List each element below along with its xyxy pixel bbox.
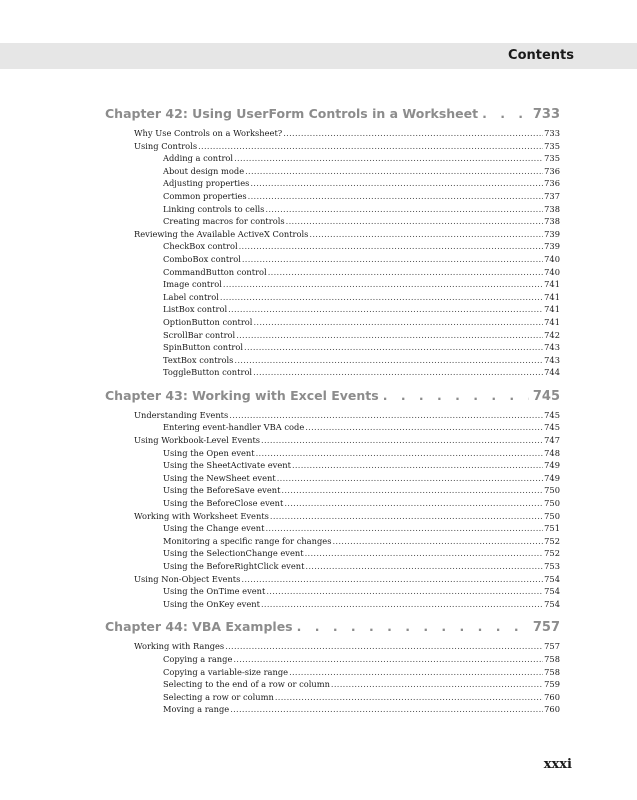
toc-section-entry[interactable]: [105, 128, 560, 141]
entry-page-number: 735: [544, 140, 560, 151]
entry-page-number: 752: [544, 535, 560, 546]
dot-leader: [383, 388, 529, 403]
dot-leader: [256, 448, 544, 458]
toc-subsection-entry[interactable]: [105, 317, 560, 330]
entry-title: Using the BeforeRightClick event: [163, 561, 305, 571]
entry-title: Using the OnTime event: [163, 586, 266, 597]
toc-subsection-entry[interactable]: [105, 473, 560, 486]
toc-subsection-entry[interactable]: [105, 498, 560, 511]
dot-leader: [265, 204, 543, 214]
entry-title: ScrollBar control: [163, 329, 236, 340]
dot-leader: [297, 619, 529, 634]
dot-leader: [241, 574, 543, 584]
toc-subsection-entry[interactable]: [105, 536, 560, 549]
entry-title: Copying a variable-size range: [163, 666, 289, 677]
entry-title: Understanding Events: [134, 409, 229, 420]
entry-page-number: 740: [544, 266, 560, 277]
chapter-heading[interactable]: [105, 106, 560, 128]
toc-section-entry[interactable]: [105, 574, 560, 587]
entry-page-number: 750: [544, 510, 560, 521]
entry-page-number: 733: [544, 128, 560, 138]
dot-leader: [270, 511, 543, 521]
entry-title: ToggleButton control: [163, 367, 253, 378]
toc-subsection-entry[interactable]: [105, 204, 560, 217]
entry-page-number: 741: [544, 304, 560, 315]
toc-section-entry[interactable]: [105, 641, 560, 654]
entry-page-number: 742: [544, 329, 560, 340]
entry-title: OptionButton control: [163, 316, 253, 327]
dot-leader: [305, 561, 543, 571]
toc-subsection-entry[interactable]: [105, 599, 560, 612]
entry-page-number: 741: [544, 279, 560, 290]
dot-leader: [268, 267, 543, 277]
entry-title: Label control: [163, 291, 219, 302]
dot-leader: [223, 279, 543, 289]
dot-leader: [292, 460, 543, 470]
toc-subsection-entry[interactable]: [105, 692, 560, 705]
entry-title: Entering event-handler VBA code: [163, 422, 305, 433]
toc-subsection-entry[interactable]: [105, 548, 560, 561]
entry-title: SpinButton control: [163, 342, 244, 353]
entry-title: Adding a control: [163, 153, 234, 164]
entry-title: Using the Open event: [163, 447, 255, 458]
entry-page-number: 749: [544, 472, 560, 483]
entry-page-number: 745: [544, 409, 560, 420]
entry-page-number: 738: [544, 216, 560, 227]
chapter-title: Chapter 42: Using UserForm Controls in a Worksheet: [105, 106, 479, 121]
dot-leader: [305, 548, 544, 558]
dot-leader: [284, 498, 543, 508]
dot-leader: [198, 141, 543, 151]
entry-page-number: 740: [544, 253, 560, 264]
entry-title: ComboBox control: [163, 253, 241, 264]
entry-page-number: 744: [544, 367, 560, 378]
running-header-title: Contents: [508, 48, 574, 63]
dot-leader: [265, 523, 543, 533]
entry-title: Why Use Controls on a Worksheet?: [134, 128, 283, 138]
chapter-title: Chapter 43: Working with Excel Events: [105, 387, 379, 403]
dot-leader: [289, 667, 543, 677]
entry-title: Using the SelectionChange event: [163, 548, 304, 559]
dot-leader: [229, 410, 543, 420]
entry-page-number: 736: [544, 165, 560, 176]
toc-section-entry[interactable]: [105, 229, 560, 242]
toc-subsection-entry[interactable]: [105, 355, 560, 368]
toc-subsection-entry[interactable]: [105, 586, 560, 599]
entry-title: ListBox control: [163, 304, 228, 315]
entry-title: Using the Change event: [163, 523, 265, 534]
dot-leader: [305, 422, 543, 432]
toc-section-entry[interactable]: [105, 435, 560, 448]
dot-leader: [239, 241, 544, 251]
entry-page-number: 736: [544, 178, 560, 189]
entry-title: Moving a range: [163, 704, 230, 715]
dot-leader: [230, 704, 543, 714]
toc-subsection-entry[interactable]: [105, 523, 560, 536]
toc-section-entry[interactable]: [105, 141, 560, 154]
entry-page-number: 757: [544, 641, 560, 652]
entry-page-number: 754: [544, 598, 560, 609]
entry-page-number: 750: [544, 485, 560, 496]
page-number: xxxi: [543, 757, 572, 772]
entry-page-number: 754: [544, 573, 560, 584]
entry-page-number: 739: [544, 241, 560, 252]
toc-subsection-entry[interactable]: [105, 679, 560, 692]
dot-leader: [275, 692, 543, 702]
entry-title: Image control: [163, 279, 222, 290]
entry-page-number: 741: [544, 291, 560, 302]
toc-subsection-entry[interactable]: [105, 304, 560, 317]
entry-page-number: 753: [544, 561, 560, 571]
toc-subsection-entry[interactable]: [105, 292, 560, 305]
entry-page-number: 741: [544, 316, 560, 327]
entry-title: Adjusting properties: [163, 178, 250, 189]
entry-page-number: 751: [544, 523, 560, 534]
toc-subsection-entry[interactable]: [105, 241, 560, 254]
toc-subsection-entry[interactable]: [105, 254, 560, 267]
entry-title: CheckBox control: [163, 241, 238, 252]
dot-leader: [482, 106, 529, 121]
entry-page-number: 737: [544, 190, 560, 201]
entry-page-number: 749: [544, 460, 560, 471]
toc-subsection-entry[interactable]: [105, 279, 560, 292]
dot-leader: [228, 304, 543, 314]
entry-title: Working with Worksheet Events: [134, 510, 269, 521]
entry-title: Using Non-Object Events: [134, 573, 241, 584]
entry-title: Using Workbook-Level Events: [134, 435, 261, 446]
dot-leader: [281, 485, 543, 495]
chapter-page-number: 745: [532, 388, 560, 404]
entry-title: About design mode: [163, 165, 245, 176]
toc-subsection-entry[interactable]: [105, 178, 560, 191]
toc-subsection-entry[interactable]: [105, 267, 560, 280]
entry-title: Using the NewSheet event: [163, 472, 276, 483]
toc-section-entry[interactable]: [105, 410, 560, 423]
entry-page-number: 747: [544, 435, 560, 446]
entry-page-number: 745: [544, 422, 560, 433]
toc-subsection-entry[interactable]: [105, 704, 560, 717]
entry-title: TextBox controls: [163, 354, 234, 365]
entry-page-number: 748: [544, 447, 560, 458]
entry-title: Common properties: [163, 190, 247, 201]
entry-title: Using the BeforeSave event: [163, 485, 281, 496]
toc-subsection-entry[interactable]: [105, 448, 560, 461]
dot-leader: [233, 654, 543, 664]
toc-subsection-entry[interactable]: [105, 330, 560, 343]
entry-page-number: 735: [544, 153, 560, 164]
toc-subsection-entry[interactable]: [105, 654, 560, 667]
chapter-page-number: 757: [532, 620, 560, 636]
chapter-title: Chapter 44: VBA Examples: [105, 619, 293, 635]
toc-subsection-entry[interactable]: [105, 460, 560, 473]
dot-leader: [277, 473, 543, 483]
entry-page-number: 758: [544, 666, 560, 677]
entry-title: Using the BeforeClose event: [163, 498, 284, 509]
toc-subsection-entry[interactable]: [105, 342, 560, 355]
dot-leader: [248, 191, 543, 201]
dot-leader: [242, 254, 543, 264]
table-of-contents: [105, 104, 560, 717]
toc-subsection-entry[interactable]: [105, 422, 560, 435]
toc-subsection-entry[interactable]: [105, 485, 560, 498]
dot-leader: [236, 330, 543, 340]
dot-leader: [261, 435, 543, 445]
dot-leader: [225, 641, 543, 651]
entry-page-number: 739: [544, 228, 560, 239]
dot-leader: [331, 679, 543, 689]
entry-page-number: 752: [544, 548, 560, 559]
entry-page-number: 759: [544, 679, 560, 690]
toc-subsection-entry[interactable]: [105, 216, 560, 229]
entry-title: Selecting a row or column: [163, 691, 274, 702]
chapter-heading[interactable]: [105, 388, 560, 410]
dot-leader: [234, 355, 543, 365]
chapter-heading[interactable]: [105, 619, 560, 641]
dot-leader: [286, 216, 544, 226]
toc-subsection-entry[interactable]: [105, 191, 560, 204]
entry-title: Reviewing the Available ActiveX Controls: [134, 228, 309, 239]
dot-leader: [253, 317, 543, 327]
entry-page-number: 743: [544, 342, 560, 353]
toc-subsection-entry[interactable]: [105, 561, 560, 574]
dot-leader: [244, 342, 543, 352]
entry-title: Selecting to the end of a row or column: [163, 679, 330, 690]
dot-leader: [266, 586, 543, 596]
dot-leader: [220, 292, 543, 302]
dot-leader: [245, 166, 543, 176]
entry-title: Copying a range: [163, 653, 233, 664]
entry-title: Linking controls to cells: [163, 203, 265, 214]
dot-leader: [234, 153, 543, 163]
entry-title: Monitoring a specific range for changes: [163, 535, 332, 546]
entry-page-number: 754: [544, 586, 560, 597]
chapter-page-number: 733: [532, 107, 560, 122]
dot-leader: [283, 128, 543, 138]
entry-title: CommandButton control: [163, 266, 267, 277]
entry-title: Creating macros for controls: [163, 216, 285, 227]
toc-subsection-entry[interactable]: [105, 153, 560, 166]
entry-title: Working with Ranges: [134, 641, 225, 652]
dot-leader: [261, 599, 543, 609]
entry-title: Using the OnKey event: [163, 598, 260, 609]
toc-section-entry[interactable]: [105, 511, 560, 524]
dot-leader: [250, 178, 543, 188]
entry-page-number: 758: [544, 653, 560, 664]
dot-leader: [332, 536, 543, 546]
entry-title: Using Controls: [134, 140, 198, 151]
entry-page-number: 750: [544, 498, 560, 509]
entry-page-number: 738: [544, 203, 560, 214]
entry-title: Using the SheetActivate event: [163, 460, 291, 471]
toc-subsection-entry[interactable]: [105, 367, 560, 380]
toc-subsection-entry[interactable]: [105, 667, 560, 680]
entry-page-number: 760: [544, 704, 560, 715]
dot-leader: [309, 229, 543, 239]
entry-page-number: 743: [544, 354, 560, 365]
entry-page-number: 760: [544, 691, 560, 702]
dot-leader: [253, 367, 543, 377]
toc-subsection-entry[interactable]: [105, 166, 560, 179]
